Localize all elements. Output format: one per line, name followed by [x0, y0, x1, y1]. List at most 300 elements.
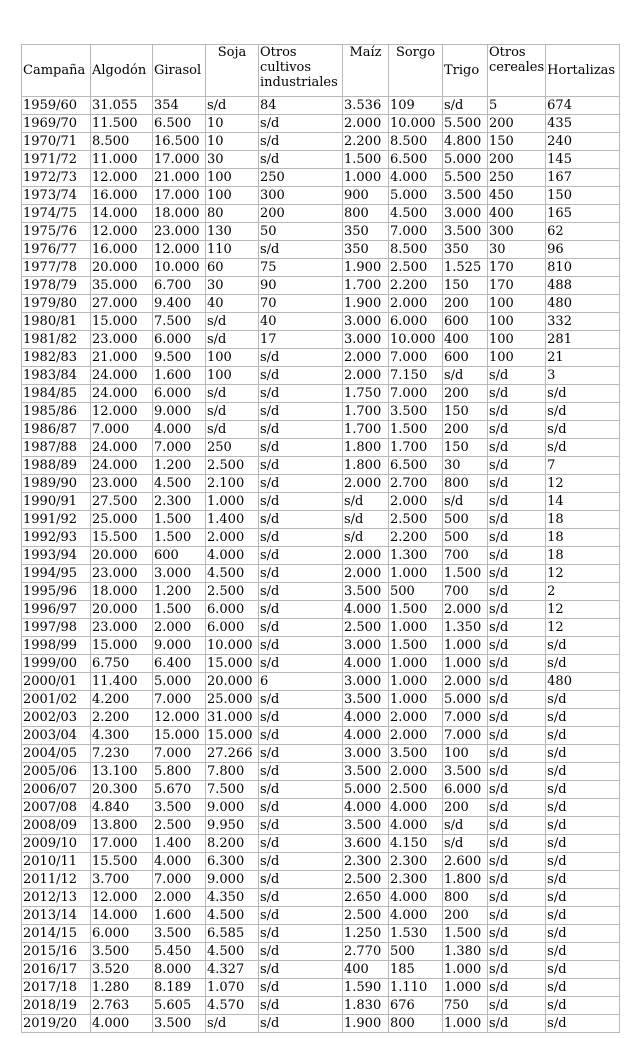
cell-hortalizas: s/d [546, 439, 620, 457]
cell-sorgo: 2.000 [389, 493, 443, 511]
cell-algodon: 12.000 [91, 403, 153, 421]
cell-algodon: 24.000 [91, 385, 153, 403]
cell-soja: 9.950 [206, 817, 259, 835]
cell-soja: 27.266 [206, 745, 259, 763]
cell-trigo: 1.350 [443, 619, 488, 637]
cell-otros-cultivos-industriales: s/d [259, 943, 343, 961]
cell-maiz: 4.000 [343, 709, 389, 727]
cell-otros-cereales: s/d [488, 457, 546, 475]
cell-maiz: 2.000 [343, 115, 389, 133]
cell-girasol: 7.000 [153, 745, 206, 763]
cell-maiz: 2.500 [343, 871, 389, 889]
cell-campana: 2007/08 [22, 799, 91, 817]
cell-algodon: 24.000 [91, 439, 153, 457]
cell-otros-cereales: s/d [488, 583, 546, 601]
cell-otros-cultivos-industriales: s/d [259, 133, 343, 151]
cell-campana: 1971/72 [22, 151, 91, 169]
cell-algodon: 6.000 [91, 925, 153, 943]
table-row [22, 835, 620, 853]
cell-soja: 250 [206, 439, 259, 457]
cell-algodon: 15.000 [91, 637, 153, 655]
cell-campana: 1992/93 [22, 529, 91, 547]
cell-soja: 30 [206, 277, 259, 295]
cell-trigo: 1.800 [443, 871, 488, 889]
cell-otros-cultivos-industriales: 75 [259, 259, 343, 277]
cell-soja: 9.000 [206, 799, 259, 817]
cell-algodon: 27.500 [91, 493, 153, 511]
cell-trigo: 200 [443, 385, 488, 403]
cell-maiz: s/d [343, 529, 389, 547]
cell-sorgo: 2.500 [389, 259, 443, 277]
cell-sorgo: 1.530 [389, 925, 443, 943]
cell-otros-cultivos-industriales: s/d [259, 709, 343, 727]
cell-otros-cereales: s/d [488, 781, 546, 799]
cell-campana: 1999/00 [22, 655, 91, 673]
cell-sorgo: 1.000 [389, 691, 443, 709]
cell-maiz: 2.000 [343, 367, 389, 385]
cell-trigo: 1.500 [443, 925, 488, 943]
cell-campana: 2004/05 [22, 745, 91, 763]
cell-soja: s/d [206, 403, 259, 421]
cell-trigo: 1.380 [443, 943, 488, 961]
cell-campana: 2019/20 [22, 1015, 91, 1033]
cell-campana: 2002/03 [22, 709, 91, 727]
cell-otros-cultivos-industriales: s/d [259, 583, 343, 601]
cell-trigo: 2.000 [443, 601, 488, 619]
cell-campana: 1987/88 [22, 439, 91, 457]
cell-sorgo: 1.000 [389, 619, 443, 637]
cell-hortalizas: 674 [546, 97, 620, 115]
cell-soja: 7.500 [206, 781, 259, 799]
cell-maiz: 2.770 [343, 943, 389, 961]
cell-sorgo: 2.000 [389, 709, 443, 727]
table-row [22, 727, 620, 745]
cell-sorgo: 4.000 [389, 907, 443, 925]
cell-otros-cultivos-industriales: s/d [259, 403, 343, 421]
table-row [22, 457, 620, 475]
header-sorgo: Sorgo [389, 45, 443, 97]
cell-girasol: 5.800 [153, 763, 206, 781]
cell-girasol: 8.189 [153, 979, 206, 997]
cell-maiz: 1.700 [343, 421, 389, 439]
cell-otros-cereales: 170 [488, 277, 546, 295]
cell-soja: 130 [206, 223, 259, 241]
cell-girasol: 1.200 [153, 457, 206, 475]
cell-hortalizas: 480 [546, 295, 620, 313]
cell-trigo: 700 [443, 547, 488, 565]
cell-girasol: 21.000 [153, 169, 206, 187]
cell-sorgo: 4.000 [389, 799, 443, 817]
cell-girasol: 1.600 [153, 907, 206, 925]
cell-maiz: 1.900 [343, 259, 389, 277]
table-row [22, 799, 620, 817]
cell-maiz: 2.000 [343, 475, 389, 493]
header-maiz: Maíz [343, 45, 389, 97]
cell-sorgo: 1.000 [389, 655, 443, 673]
cell-trigo: 200 [443, 295, 488, 313]
cell-trigo: 5.500 [443, 115, 488, 133]
cell-soja: 6.000 [206, 601, 259, 619]
cell-sorgo: 1.500 [389, 601, 443, 619]
cell-otros-cereales: s/d [488, 493, 546, 511]
cell-trigo: 5.000 [443, 691, 488, 709]
cell-hortalizas: s/d [546, 727, 620, 745]
cell-trigo: 600 [443, 313, 488, 331]
cell-campana: 2018/19 [22, 997, 91, 1015]
cell-sorgo: 2.500 [389, 781, 443, 799]
cell-maiz: 3.000 [343, 331, 389, 349]
cell-trigo: 3.000 [443, 205, 488, 223]
cell-otros-cultivos-industriales: s/d [259, 853, 343, 871]
cell-algodon: 14.000 [91, 205, 153, 223]
cell-soja: 30 [206, 151, 259, 169]
cell-hortalizas: 12 [546, 601, 620, 619]
cell-otros-cultivos-industriales: 70 [259, 295, 343, 313]
cell-girasol: 1.500 [153, 511, 206, 529]
cell-algodon: 11.400 [91, 673, 153, 691]
cell-trigo: 3.500 [443, 187, 488, 205]
cell-campana: 2005/06 [22, 763, 91, 781]
cell-campana: 1975/76 [22, 223, 91, 241]
table-row [22, 889, 620, 907]
cell-maiz: 2.300 [343, 853, 389, 871]
cell-hortalizas: s/d [546, 745, 620, 763]
cell-maiz: 3.500 [343, 763, 389, 781]
cell-hortalizas: 240 [546, 133, 620, 151]
cell-girasol: 4.500 [153, 475, 206, 493]
cell-soja: 15.000 [206, 655, 259, 673]
cell-otros-cereales: s/d [488, 385, 546, 403]
cell-maiz: 2.500 [343, 619, 389, 637]
table-row [22, 565, 620, 583]
cell-hortalizas: 480 [546, 673, 620, 691]
cell-maiz: 1.900 [343, 1015, 389, 1033]
table-row [22, 601, 620, 619]
cell-girasol: 9.000 [153, 637, 206, 655]
cell-otros-cultivos-industriales: s/d [259, 385, 343, 403]
cell-algodon: 16.000 [91, 187, 153, 205]
cell-soja: 2.500 [206, 583, 259, 601]
cell-sorgo: 4.000 [389, 169, 443, 187]
cell-algodon: 20.300 [91, 781, 153, 799]
cell-trigo: 800 [443, 475, 488, 493]
cell-hortalizas: s/d [546, 889, 620, 907]
cell-otros-cultivos-industriales: s/d [259, 871, 343, 889]
cell-girasol: 7.000 [153, 871, 206, 889]
cell-otros-cereales: s/d [488, 619, 546, 637]
cell-girasol: 6.400 [153, 655, 206, 673]
cell-otros-cereales: 300 [488, 223, 546, 241]
cell-trigo: 800 [443, 889, 488, 907]
cell-algodon: 3.500 [91, 943, 153, 961]
cell-algodon: 4.840 [91, 799, 153, 817]
cell-campana: 1976/77 [22, 241, 91, 259]
cell-algodon: 15.500 [91, 529, 153, 547]
cell-hortalizas: s/d [546, 835, 620, 853]
cell-sorgo: 6.500 [389, 151, 443, 169]
cell-soja: s/d [206, 97, 259, 115]
header-otros-cereales: Otros cereales [488, 45, 546, 97]
cell-sorgo: 10.000 [389, 331, 443, 349]
cell-sorgo: 500 [389, 583, 443, 601]
cell-otros-cereales: s/d [488, 907, 546, 925]
cell-campana: 2012/13 [22, 889, 91, 907]
cell-algodon: 35.000 [91, 277, 153, 295]
cell-maiz: 1.000 [343, 169, 389, 187]
cell-sorgo: 1.300 [389, 547, 443, 565]
cell-campana: 2008/09 [22, 817, 91, 835]
cell-campana: 2010/11 [22, 853, 91, 871]
cell-otros-cultivos-industriales: s/d [259, 835, 343, 853]
cell-sorgo: 6.500 [389, 457, 443, 475]
cell-trigo: 6.000 [443, 781, 488, 799]
cell-girasol: 3.500 [153, 925, 206, 943]
cell-otros-cultivos-industriales: s/d [259, 241, 343, 259]
cell-campana: 2011/12 [22, 871, 91, 889]
cell-campana: 1969/70 [22, 115, 91, 133]
cell-soja: s/d [206, 313, 259, 331]
cell-hortalizas: s/d [546, 691, 620, 709]
cell-soja: 110 [206, 241, 259, 259]
cell-trigo: 200 [443, 799, 488, 817]
header-hortalizas: Hortalizas [546, 45, 620, 97]
cell-trigo: 30 [443, 457, 488, 475]
cell-sorgo: 4.000 [389, 889, 443, 907]
cell-otros-cereales: s/d [488, 673, 546, 691]
cell-sorgo: 4.500 [389, 205, 443, 223]
cell-maiz: 400 [343, 961, 389, 979]
cell-soja: s/d [206, 331, 259, 349]
cell-algodon: 14.000 [91, 907, 153, 925]
cell-otros-cultivos-industriales: s/d [259, 997, 343, 1015]
cell-girasol: 1.500 [153, 601, 206, 619]
table-row [22, 439, 620, 457]
cell-sorgo: 2.500 [389, 511, 443, 529]
table-row [22, 367, 620, 385]
cell-otros-cereales: s/d [488, 529, 546, 547]
cell-sorgo: 7.150 [389, 367, 443, 385]
cell-soja: 15.000 [206, 727, 259, 745]
table-row [22, 331, 620, 349]
cell-trigo: 100 [443, 745, 488, 763]
cell-algodon: 17.000 [91, 835, 153, 853]
cell-sorgo: 4.000 [389, 817, 443, 835]
cell-soja: 2.500 [206, 457, 259, 475]
cell-sorgo: 1.700 [389, 439, 443, 457]
cell-sorgo: 800 [389, 1015, 443, 1033]
table-row [22, 943, 620, 961]
cell-otros-cultivos-industriales: s/d [259, 511, 343, 529]
cell-soja: 100 [206, 169, 259, 187]
table-row [22, 961, 620, 979]
table-row [22, 637, 620, 655]
cell-soja: 7.800 [206, 763, 259, 781]
cell-otros-cultivos-industriales: s/d [259, 151, 343, 169]
cell-campana: 2009/10 [22, 835, 91, 853]
table-row [22, 277, 620, 295]
cell-algodon: 3.520 [91, 961, 153, 979]
cell-soja: 1.400 [206, 511, 259, 529]
cell-maiz: 1.700 [343, 403, 389, 421]
cell-otros-cultivos-industriales: 6 [259, 673, 343, 691]
cell-campana: 2015/16 [22, 943, 91, 961]
cell-maiz: 3.000 [343, 673, 389, 691]
cell-maiz: 2.650 [343, 889, 389, 907]
cell-algodon: 15.500 [91, 853, 153, 871]
cell-sorgo: 1.000 [389, 565, 443, 583]
cell-algodon: 21.000 [91, 349, 153, 367]
table-row [22, 115, 620, 133]
cell-hortalizas: 165 [546, 205, 620, 223]
cell-algodon: 20.000 [91, 601, 153, 619]
cell-otros-cereales: 150 [488, 133, 546, 151]
cell-soja: 6.300 [206, 853, 259, 871]
cell-otros-cultivos-industriales: s/d [259, 763, 343, 781]
table-row [22, 853, 620, 871]
cell-otros-cereales: s/d [488, 601, 546, 619]
cell-otros-cereales: s/d [488, 889, 546, 907]
table-row [22, 259, 620, 277]
cell-otros-cereales: s/d [488, 961, 546, 979]
cell-algodon: 18.000 [91, 583, 153, 601]
cell-sorgo: 8.500 [389, 133, 443, 151]
cell-hortalizas: s/d [546, 421, 620, 439]
cell-otros-cultivos-industriales: s/d [259, 601, 343, 619]
cell-soja: 60 [206, 259, 259, 277]
table-row [22, 1015, 620, 1033]
cell-girasol: 18.000 [153, 205, 206, 223]
cell-sorgo: 7.000 [389, 349, 443, 367]
cell-otros-cereales: s/d [488, 871, 546, 889]
cell-otros-cereales: s/d [488, 403, 546, 421]
cell-soja: 20.000 [206, 673, 259, 691]
cell-sorgo: 1.500 [389, 637, 443, 655]
cell-algodon: 31.055 [91, 97, 153, 115]
cell-trigo: 150 [443, 439, 488, 457]
cell-maiz: 3.000 [343, 637, 389, 655]
cell-campana: 1991/92 [22, 511, 91, 529]
cell-girasol: 9.500 [153, 349, 206, 367]
cell-girasol: 2.000 [153, 619, 206, 637]
cell-campana: 1984/85 [22, 385, 91, 403]
cell-trigo: 150 [443, 403, 488, 421]
cell-algodon: 27.000 [91, 295, 153, 313]
cell-maiz: 4.000 [343, 727, 389, 745]
cell-hortalizas: 435 [546, 115, 620, 133]
table-row [22, 547, 620, 565]
cell-otros-cultivos-industriales: 90 [259, 277, 343, 295]
cell-campana: 2001/02 [22, 691, 91, 709]
cell-hortalizas: 332 [546, 313, 620, 331]
table-row [22, 817, 620, 835]
cell-maiz: 3.500 [343, 583, 389, 601]
header-campana: Campaña [22, 45, 91, 97]
cell-otros-cultivos-industriales: 200 [259, 205, 343, 223]
cell-trigo: 600 [443, 349, 488, 367]
table-row [22, 583, 620, 601]
cell-soja: 9.000 [206, 871, 259, 889]
cell-otros-cereales: s/d [488, 439, 546, 457]
cell-campana: 1977/78 [22, 259, 91, 277]
cell-otros-cultivos-industriales: s/d [259, 691, 343, 709]
cell-otros-cereales: 100 [488, 331, 546, 349]
cell-girasol: 5.605 [153, 997, 206, 1015]
cell-maiz: 3.536 [343, 97, 389, 115]
cell-girasol: 354 [153, 97, 206, 115]
cell-trigo: 5.000 [443, 151, 488, 169]
cell-otros-cereales: s/d [488, 691, 546, 709]
cell-maiz: 3.000 [343, 745, 389, 763]
cell-hortalizas: 18 [546, 511, 620, 529]
cell-algodon: 23.000 [91, 619, 153, 637]
cell-hortalizas: s/d [546, 997, 620, 1015]
cell-girasol: 1.600 [153, 367, 206, 385]
cell-soja: 4.500 [206, 943, 259, 961]
table-row [22, 187, 620, 205]
cell-campana: 1990/91 [22, 493, 91, 511]
cell-otros-cereales: s/d [488, 475, 546, 493]
cell-trigo: 1.000 [443, 1015, 488, 1033]
cell-hortalizas: 810 [546, 259, 620, 277]
cell-soja: 8.200 [206, 835, 259, 853]
cell-hortalizas: s/d [546, 925, 620, 943]
cell-sorgo: 2.300 [389, 853, 443, 871]
cell-campana: 1959/60 [22, 97, 91, 115]
cell-hortalizas: s/d [546, 943, 620, 961]
cell-trigo: 3.500 [443, 223, 488, 241]
cell-soja: s/d [206, 421, 259, 439]
cell-algodon: 16.000 [91, 241, 153, 259]
cell-girasol: 17.000 [153, 187, 206, 205]
cell-girasol: 1.500 [153, 529, 206, 547]
cell-algodon: 24.000 [91, 367, 153, 385]
cell-soja: s/d [206, 1015, 259, 1033]
cell-hortalizas: s/d [546, 781, 620, 799]
table-row [22, 925, 620, 943]
cell-sorgo: 7.000 [389, 223, 443, 241]
cell-girasol: 1.200 [153, 583, 206, 601]
cell-girasol: 4.000 [153, 421, 206, 439]
table-row [22, 655, 620, 673]
cell-maiz: 1.830 [343, 997, 389, 1015]
cell-maiz: 5.000 [343, 781, 389, 799]
cell-otros-cereales: s/d [488, 367, 546, 385]
cell-campana: 1989/90 [22, 475, 91, 493]
cell-hortalizas: 12 [546, 475, 620, 493]
cell-girasol: 2.000 [153, 889, 206, 907]
cell-campana: 1982/83 [22, 349, 91, 367]
cell-hortalizas: 150 [546, 187, 620, 205]
cell-soja: 40 [206, 295, 259, 313]
cell-hortalizas: 2 [546, 583, 620, 601]
cell-algodon: 11.000 [91, 151, 153, 169]
cell-maiz: 4.000 [343, 655, 389, 673]
cell-girasol: 2.300 [153, 493, 206, 511]
cell-otros-cultivos-industriales: 17 [259, 331, 343, 349]
cell-otros-cultivos-industriales: s/d [259, 115, 343, 133]
cell-hortalizas: 12 [546, 619, 620, 637]
cell-sorgo: 676 [389, 997, 443, 1015]
cell-hortalizas: s/d [546, 853, 620, 871]
cell-otros-cereales: s/d [488, 745, 546, 763]
cell-algodon: 13.100 [91, 763, 153, 781]
table-row [22, 529, 620, 547]
table-row [22, 871, 620, 889]
cell-maiz: 800 [343, 205, 389, 223]
header-trigo: Trigo [443, 45, 488, 97]
cell-soja: 10 [206, 133, 259, 151]
cell-trigo: 150 [443, 277, 488, 295]
